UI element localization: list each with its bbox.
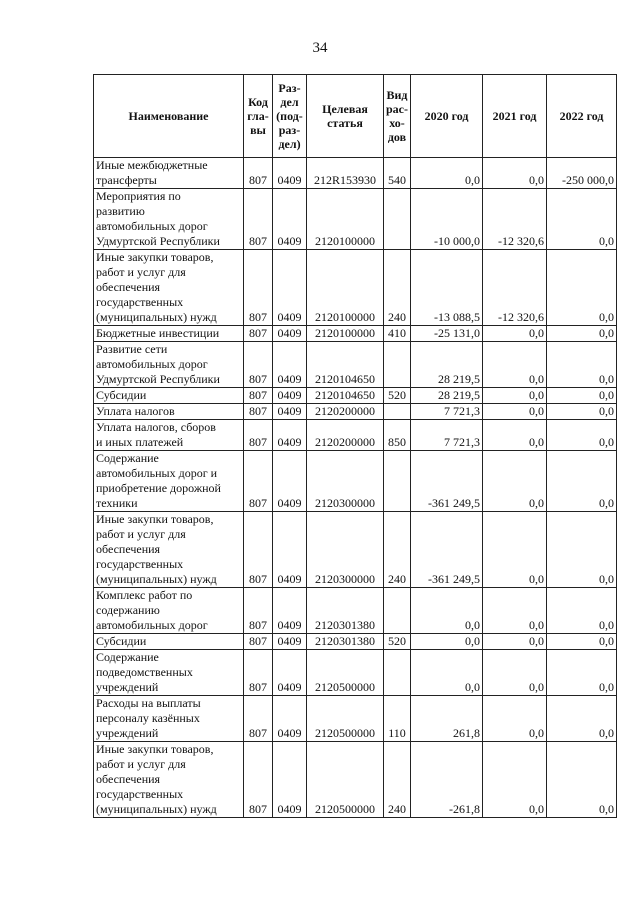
budget-table	[93, 74, 617, 818]
row-value-2021: 0,0	[483, 512, 547, 588]
row-value-2021: 0,0	[483, 588, 547, 634]
table-row	[94, 696, 617, 742]
row-value-2022: 0,0	[547, 420, 617, 451]
row-chapter-code: 807	[244, 451, 273, 512]
row-name: Иные закупки товаров, работ и услуг для обеспечения государственных (муниципальных) нужд	[94, 512, 244, 588]
row-name: Содержание автомобильных дорог и приобретение дорожной техники	[94, 451, 244, 512]
row-name: Уплата налогов	[94, 404, 244, 420]
row-value-2020: 0,0	[411, 158, 483, 189]
table-row	[94, 512, 617, 588]
row-expense-type: 110	[384, 696, 411, 742]
row-target-article: 2120100000	[307, 326, 384, 342]
header-year-2022: 2022 год	[547, 75, 617, 158]
row-value-2021: 0,0	[483, 388, 547, 404]
row-section: 0409	[273, 512, 307, 588]
row-chapter-code: 807	[244, 650, 273, 696]
row-value-2021: 0,0	[483, 404, 547, 420]
table-row	[94, 742, 617, 818]
row-name: Иные закупки товаров, работ и услуг для обеспечения государственных (муниципальных) нужд	[94, 742, 244, 818]
header-section: Раз- дел (под- раз- дел)	[273, 75, 307, 158]
row-value-2022: 0,0	[547, 650, 617, 696]
table-row	[94, 650, 617, 696]
row-target-article: 2120300000	[307, 451, 384, 512]
row-target-article: 212R153930	[307, 158, 384, 189]
table-row	[94, 342, 617, 388]
row-section: 0409	[273, 650, 307, 696]
row-expense-type	[384, 404, 411, 420]
row-value-2021: 0,0	[483, 326, 547, 342]
table-row	[94, 634, 617, 650]
row-value-2020: -10 000,0	[411, 189, 483, 250]
row-chapter-code: 807	[244, 512, 273, 588]
row-name: Развитие сети автомобильных дорог Удмуртской Республики	[94, 342, 244, 388]
header-expense-type: Вид рас- хо- дов	[384, 75, 411, 158]
row-expense-type	[384, 650, 411, 696]
row-value-2022: 0,0	[547, 342, 617, 388]
row-target-article: 2120500000	[307, 650, 384, 696]
row-target-article: 2120500000	[307, 742, 384, 818]
header-chapter-code: Код гла- вы	[244, 75, 273, 158]
row-chapter-code: 807	[244, 250, 273, 326]
row-target-article: 2120104650	[307, 342, 384, 388]
row-value-2020: 0,0	[411, 634, 483, 650]
row-target-article: 2120300000	[307, 512, 384, 588]
row-expense-type: 240	[384, 742, 411, 818]
row-chapter-code: 807	[244, 326, 273, 342]
row-value-2020: 261,8	[411, 696, 483, 742]
row-value-2022: 0,0	[547, 189, 617, 250]
table-row	[94, 158, 617, 189]
row-target-article: 2120200000	[307, 404, 384, 420]
row-section: 0409	[273, 451, 307, 512]
row-value-2020: 28 219,5	[411, 342, 483, 388]
row-value-2021: 0,0	[483, 634, 547, 650]
row-value-2022: 0,0	[547, 250, 617, 326]
row-value-2021: 0,0	[483, 742, 547, 818]
row-value-2020: -13 088,5	[411, 250, 483, 326]
row-chapter-code: 807	[244, 634, 273, 650]
row-expense-type	[384, 342, 411, 388]
row-expense-type	[384, 189, 411, 250]
table-row	[94, 388, 617, 404]
row-value-2020: 7 721,3	[411, 420, 483, 451]
row-section: 0409	[273, 634, 307, 650]
row-target-article: 2120100000	[307, 189, 384, 250]
row-value-2022: 0,0	[547, 588, 617, 634]
table-header-row	[94, 75, 617, 158]
header-year-2021: 2021 год	[483, 75, 547, 158]
row-expense-type: 540	[384, 158, 411, 189]
row-value-2021: 0,0	[483, 696, 547, 742]
row-value-2021: 0,0	[483, 158, 547, 189]
row-expense-type: 520	[384, 634, 411, 650]
row-chapter-code: 807	[244, 588, 273, 634]
row-value-2020: 0,0	[411, 650, 483, 696]
row-expense-type: 240	[384, 250, 411, 326]
row-chapter-code: 807	[244, 158, 273, 189]
row-name: Субсидии	[94, 388, 244, 404]
row-name: Комплекс работ по содержанию автомобильных дорог	[94, 588, 244, 634]
row-value-2020: 28 219,5	[411, 388, 483, 404]
row-chapter-code: 807	[244, 388, 273, 404]
row-target-article: 2120301380	[307, 634, 384, 650]
row-value-2022: 0,0	[547, 742, 617, 818]
row-value-2022: 0,0	[547, 512, 617, 588]
row-name: Субсидии	[94, 634, 244, 650]
row-value-2020: -25 131,0	[411, 326, 483, 342]
row-expense-type: 520	[384, 388, 411, 404]
row-target-article: 2120200000	[307, 420, 384, 451]
row-value-2022: 0,0	[547, 634, 617, 650]
row-name: Иные закупки товаров, работ и услуг для обеспечения государственных (муниципальных) нужд	[94, 250, 244, 326]
row-value-2022: 0,0	[547, 326, 617, 342]
row-expense-type: 240	[384, 512, 411, 588]
row-name: Мероприятия по развитию автомобильных дорог Удмуртской Республики	[94, 189, 244, 250]
table-body	[94, 158, 617, 818]
table-row	[94, 588, 617, 634]
row-value-2021: -12 320,6	[483, 250, 547, 326]
row-value-2021: 0,0	[483, 342, 547, 388]
header-target-article: Целевая статья	[307, 75, 384, 158]
row-name: Бюджетные инвестиции	[94, 326, 244, 342]
row-chapter-code: 807	[244, 742, 273, 818]
row-section: 0409	[273, 696, 307, 742]
row-expense-type: 850	[384, 420, 411, 451]
table-row	[94, 451, 617, 512]
row-value-2022: 0,0	[547, 451, 617, 512]
row-name: Уплата налогов, сборов и иных платежей	[94, 420, 244, 451]
row-value-2021: 0,0	[483, 650, 547, 696]
row-chapter-code: 807	[244, 696, 273, 742]
row-chapter-code: 807	[244, 404, 273, 420]
row-expense-type	[384, 588, 411, 634]
row-value-2021: 0,0	[483, 420, 547, 451]
row-target-article: 2120500000	[307, 696, 384, 742]
row-value-2021: 0,0	[483, 451, 547, 512]
row-name: Иные межбюджетные трансферты	[94, 158, 244, 189]
row-chapter-code: 807	[244, 189, 273, 250]
row-section: 0409	[273, 250, 307, 326]
row-value-2022: 0,0	[547, 388, 617, 404]
row-value-2022: 0,0	[547, 696, 617, 742]
row-section: 0409	[273, 388, 307, 404]
page-number: 34	[312, 40, 328, 56]
table-row	[94, 189, 617, 250]
row-value-2021: -12 320,6	[483, 189, 547, 250]
row-chapter-code: 807	[244, 420, 273, 451]
row-value-2020: -361 249,5	[411, 512, 483, 588]
row-section: 0409	[273, 189, 307, 250]
table-row	[94, 420, 617, 451]
row-section: 0409	[273, 404, 307, 420]
row-section: 0409	[273, 342, 307, 388]
header-year-2020: 2020 год	[411, 75, 483, 158]
row-target-article: 2120301380	[307, 588, 384, 634]
header-name: Наименование	[94, 75, 244, 158]
row-section: 0409	[273, 588, 307, 634]
row-value-2020: 7 721,3	[411, 404, 483, 420]
table-row	[94, 404, 617, 420]
row-value-2020: -361 249,5	[411, 451, 483, 512]
row-value-2020: -261,8	[411, 742, 483, 818]
row-value-2022: -250 000,0	[547, 158, 617, 189]
row-section: 0409	[273, 420, 307, 451]
row-chapter-code: 807	[244, 342, 273, 388]
row-target-article: 2120104650	[307, 388, 384, 404]
row-expense-type	[384, 451, 411, 512]
row-value-2020: 0,0	[411, 588, 483, 634]
row-section: 0409	[273, 742, 307, 818]
row-name: Расходы на выплаты персоналу казённых учреждений	[94, 696, 244, 742]
row-section: 0409	[273, 158, 307, 189]
row-section: 0409	[273, 326, 307, 342]
table-row	[94, 326, 617, 342]
table-row	[94, 250, 617, 326]
row-name: Содержание подведомственных учреждений	[94, 650, 244, 696]
row-expense-type: 410	[384, 326, 411, 342]
row-value-2022: 0,0	[547, 404, 617, 420]
row-target-article: 2120100000	[307, 250, 384, 326]
